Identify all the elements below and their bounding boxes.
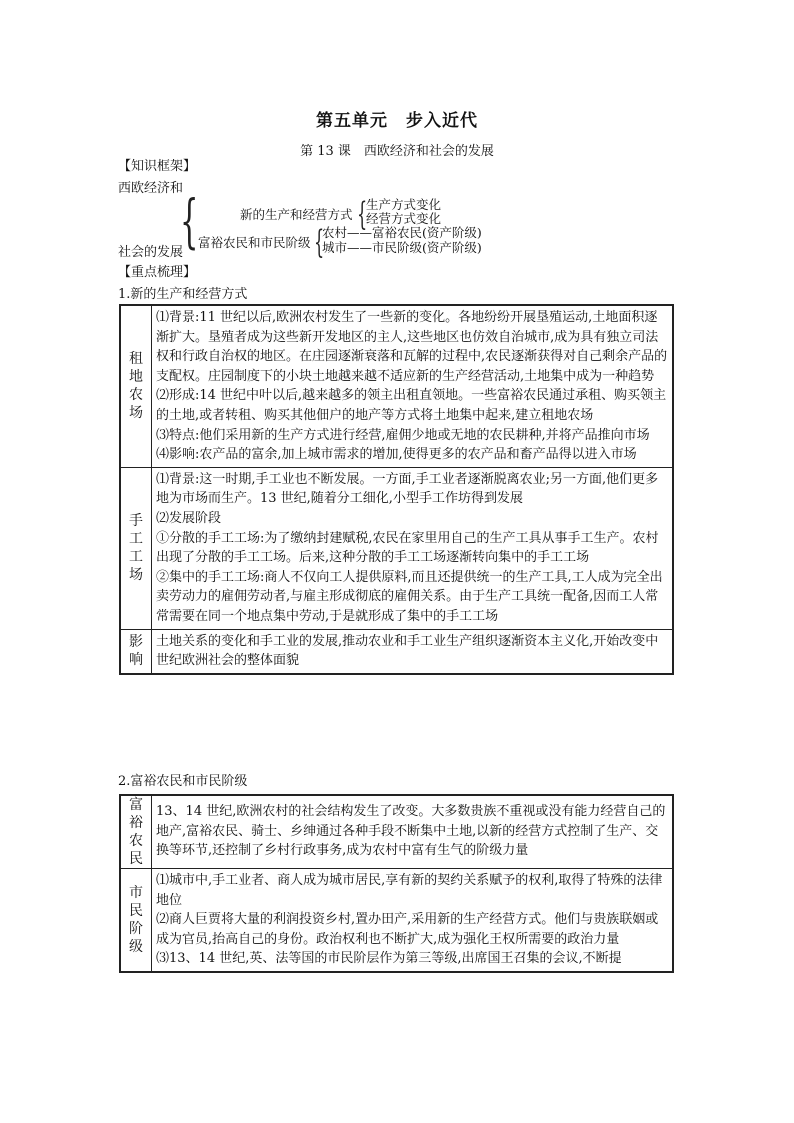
framework-branch2-item-2: 城市——市民阶级(资产阶级) xyxy=(322,240,482,255)
section1-table xyxy=(120,305,673,674)
framework-branch2-item-1: 农村——富裕农民(资产阶级) xyxy=(322,225,482,240)
table-row xyxy=(121,629,673,673)
row-content-rich-farmers xyxy=(152,796,673,869)
row-content-workshop xyxy=(152,467,673,629)
unit-title: 第五单元 步入近代 xyxy=(316,111,478,131)
key-points-heading: 【重点梳理】 xyxy=(118,265,197,280)
paragraph: ⑵形成:14 世纪中叶以后,越来越多的领主出租直领地。一些富裕农民通过承租、购买领主的土地,或者转租、购买其他佃户的地产等方式将土地集中起来,建立租地农场 xyxy=(156,388,667,423)
paragraph: ⑴背景:11 世纪以后,欧洲农村发生了一些新的变化。各地纷纷开展垦殖运动,土地面积逐渐扩大。垦殖者成为这些新开发地区的主人,这些地区也仿效自治城市,成为具有独立司法权和行政自治权的地区。在庄园逐渐衰落和瓦解的过程中,农民逐渐获得对自己剩余产品的支配权。庄园制度下的小块土地越来越不适应新的生产经营活动,土地集中成为一种趋势 xyxy=(156,310,668,384)
paragraph: ⑴城市中,手工业者、商人成为城市居民,享有新的契约关系赋予的权利,取得了特殊的法律地位 xyxy=(156,873,663,908)
row-label-workshop: 手 工 工 场 xyxy=(121,467,152,629)
paragraph: ⑴背景:这一时期,手工业也不断发展。一方面,手工业者逐渐脱离农业;另一方面,他们更多地为市场而生产。13 世纪,随着分工细化,小型手工作坊得到发展 xyxy=(156,471,659,507)
row-content-farm xyxy=(152,306,673,468)
table-row xyxy=(121,467,673,629)
framework-branch2-brace: { xyxy=(314,223,325,261)
row-content-burghers xyxy=(152,869,673,972)
table-row xyxy=(121,796,673,869)
lesson-title: 第 13 课 西欧经济和社会的发展 xyxy=(300,144,494,159)
paragraph: ②集中的手工工场:商人不仅向工人提供原料,而且还提供统一的生产工具,工人成为完全出卖劳动力的雇佣劳动者,与雇主形成彻底的雇佣关系。由于生产工具统一配备,因而工人常常需要在同一个地点集中劳动,于是就形成了集中的手工工场 xyxy=(156,569,663,624)
framework-branch1-item-2: 经营方式变化 xyxy=(366,211,442,226)
framework-branch2: 富裕农民和市民阶级 xyxy=(198,235,311,250)
framework-root-line2: 社会的发展 xyxy=(118,245,184,260)
framework-root-line1: 西欧经济和 xyxy=(118,181,184,196)
row-label-rich-farmers: 富 裕 农 民 xyxy=(121,796,152,869)
paragraph: ⑶特点:他们采用新的生产方式进行经营,雇佣少地或无地的农民耕种,并将产品推向市场 xyxy=(156,427,650,443)
row-content-impact xyxy=(152,629,673,673)
table-row xyxy=(121,306,673,468)
framework-branch1-brace: { xyxy=(357,195,368,233)
paragraph: 土地关系的变化和手工业的发展,推动农业和手工业生产组织逐渐资本主义化,开始改变中世纪欧洲社会的整体面貌 xyxy=(156,633,659,669)
row-label-farm: 租 地 农 场 xyxy=(121,306,152,468)
paragraph: ⑷影响:农产品的富余,加上城市需求的增加,使得更多的农产品和畜产品得以进入市场 xyxy=(156,447,637,463)
row-label-burghers: 市 民 阶 级 xyxy=(121,869,152,972)
paragraph: 13、14 世纪,欧洲农村的社会结构发生了改变。大多数贵族不重视或没有能力经营自己的地产,富裕农民、骑士、乡绅通过各种手段不断集中土地,以新的经营方式控制了生产、交换等环节,还控制了乡村行政事务,成为农村中富有生气的阶级力量 xyxy=(156,804,666,859)
framework-branch1: 新的生产和经营方式 xyxy=(240,207,353,222)
framework-branch1-item-1: 生产方式变化 xyxy=(366,197,442,212)
paragraph: ⑵商人巨贾将大量的利润投资乡村,置办田产,采用新的生产经营方式。他们与贵族联姻或成为官员,抬高自己的身份。政治权利也不断扩大,成为强化王权所需要的政治力量 xyxy=(156,912,659,947)
section2-table xyxy=(120,795,673,972)
paragraph: ⑵发展阶段 xyxy=(156,510,222,526)
paragraph: ⑶13、14 世纪,英、法等国的市民阶层作为第三等级,出席国王召集的会议,不断提 xyxy=(156,951,622,967)
paragraph: ①分散的手工工场:为了缴纳封建赋税,农民在家里用自己的生产工具从事手工生产。农村出现了分散的手工工场。后来,这种分散的手工工场逐渐转向集中的手工工场 xyxy=(156,530,659,566)
framework-root-brace: { xyxy=(180,187,199,255)
row-label-impact: 影 响 xyxy=(121,629,152,673)
section1-heading: 1.新的生产和经营方式 xyxy=(118,287,248,302)
section2-heading: 2.富裕农民和市民阶级 xyxy=(118,774,248,789)
framework-heading: 【知识框架】 xyxy=(118,159,197,174)
table-row xyxy=(121,869,673,972)
